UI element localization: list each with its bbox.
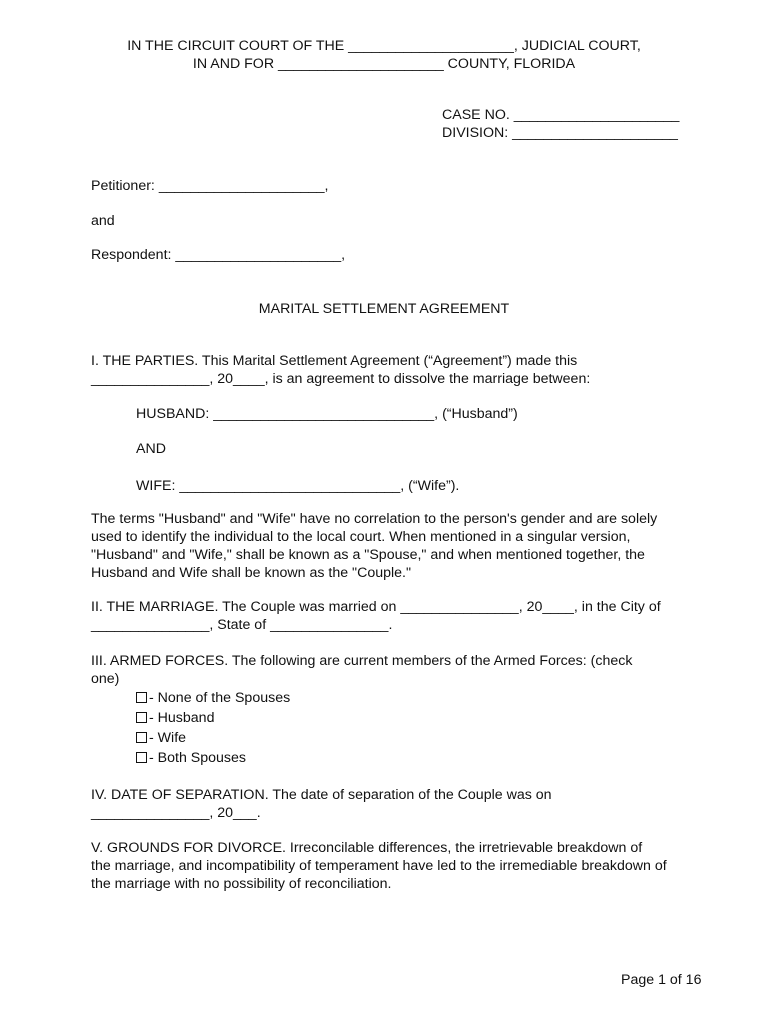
terms-line: used to identify the individual to the local court. When mentioned in a singular version, [91, 529, 631, 545]
checkbox-icon[interactable] [136, 752, 147, 763]
armed-forces-option-both[interactable] [136, 749, 246, 767]
husband-line: HUSBAND: ____________________________, (“Husband”) [136, 406, 518, 422]
option-label: - Both Spouses [149, 750, 247, 766]
armed-forces-option-husband[interactable] [136, 709, 214, 727]
section-2-line-2: _______________, State of _______________. [91, 617, 393, 633]
document-title: MARITAL SETTLEMENT AGREEMENT [258, 301, 510, 317]
respondent-line: Respondent: _____________________, [91, 247, 346, 263]
section-4-line-2: _______________, 20___. [91, 805, 261, 821]
terms-line: Husband and Wife shall be known as the "Couple." [91, 565, 412, 581]
and-connector: AND [136, 441, 166, 457]
petitioner-line: Petitioner: _____________________, [91, 178, 329, 194]
section-5-line: the marriage with no possibility of reconciliation. [91, 876, 392, 892]
section-5-line: V. GROUNDS FOR DIVORCE. Irreconcilable differences, the irretrievable breakdown of [91, 840, 643, 856]
wife-line: WIFE: ____________________________, (“Wife”). [136, 478, 460, 494]
terms-line: "Husband" and "Wife," shall be known as a "Spouse," and when mentioned together, the [91, 547, 645, 563]
section-1-line-2: _______________, 20____, is an agreement to dissolve the marriage between: [91, 371, 591, 387]
section-5-line: the marriage, and incompatibility of temperament have led to the irremediable breakdown of [91, 858, 667, 874]
division: DIVISION: _____________________ [442, 125, 678, 141]
section-1-line-1: I. THE PARTIES. This Marital Settlement Agreement (“Agreement”) made this [91, 353, 578, 369]
section-4-line-1: IV. DATE OF SEPARATION. The date of separation of the Couple was on [91, 787, 552, 803]
checkbox-icon[interactable] [136, 732, 147, 743]
court-header-line-1: IN THE CIRCUIT COURT OF THE _____________________, JUDICIAL COURT, [127, 38, 641, 54]
checkbox-icon[interactable] [136, 692, 147, 703]
option-label: - Wife [149, 730, 187, 746]
case-number: CASE NO. _____________________ [442, 107, 680, 123]
armed-forces-option-none[interactable] [136, 689, 290, 707]
page-number: Page 1 of 16 [621, 972, 702, 988]
section-3-line-2: one) [91, 671, 120, 687]
option-label: - None of the Spouses [149, 690, 291, 706]
checkbox-icon[interactable] [136, 712, 147, 723]
section-3-line-1: III. ARMED FORCES. The following are current members of the Armed Forces: (check [91, 653, 633, 669]
terms-line: The terms "Husband" and "Wife" have no correlation to the person's gender and are solely [91, 511, 658, 527]
court-header-line-2: IN AND FOR _____________________ COUNTY, FLORIDA [192, 56, 576, 72]
and-line: and [91, 213, 115, 229]
section-2-line-1: II. THE MARRIAGE. The Couple was married on _______________, 20____, in the City of [91, 599, 661, 615]
armed-forces-option-wife[interactable] [136, 729, 186, 747]
option-label: - Husband [149, 710, 215, 726]
